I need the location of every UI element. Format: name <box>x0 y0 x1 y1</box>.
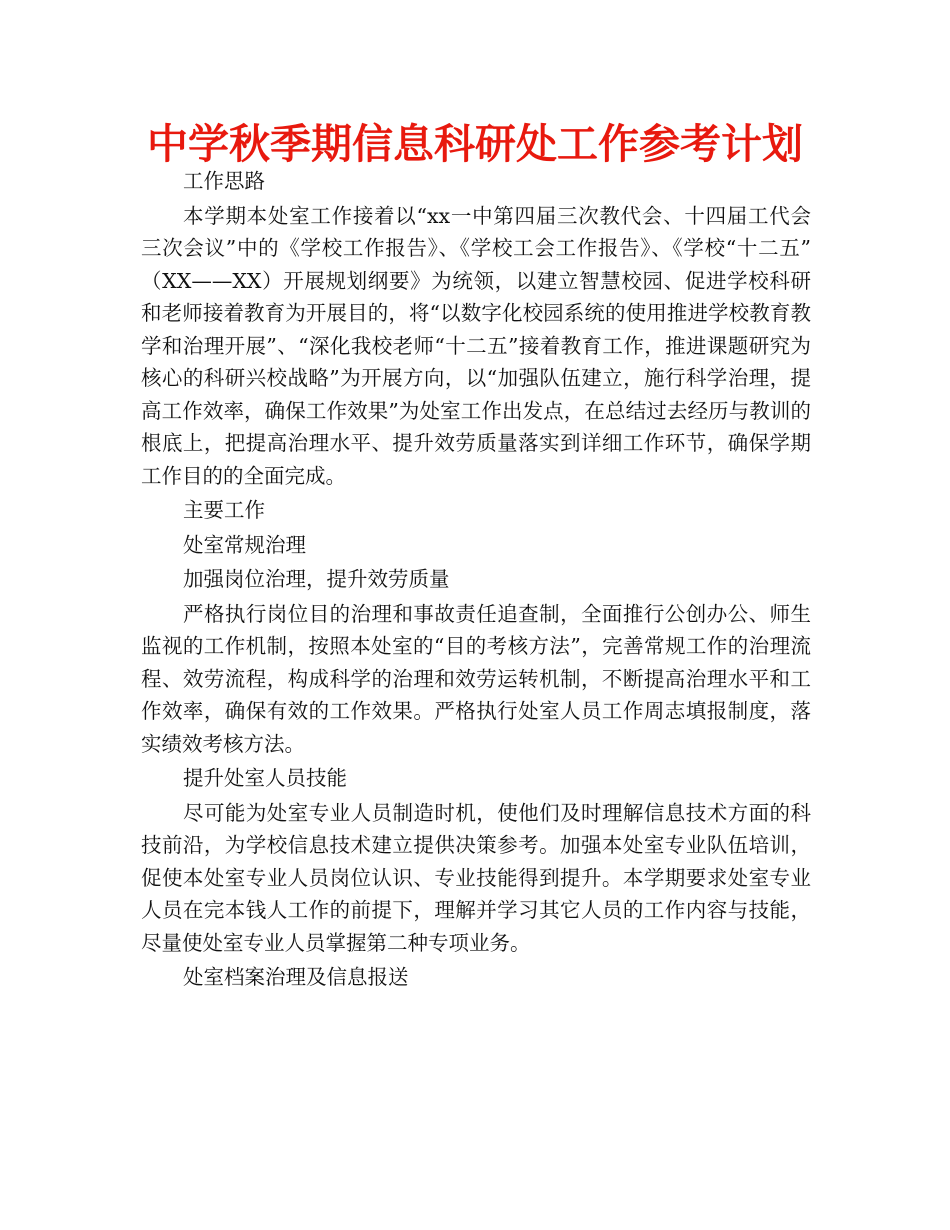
section-heading: 处室常规治理 <box>183 532 306 557</box>
section-heading: 工作思路 <box>183 169 265 193</box>
section-paragraph: 严格执行岗位目的治理和事故责任追查制，全面推行公创办公、师生监视的工作机制，按照本处室的“目的考核方法”，完善常规工作的治理流程、效劳流程，构成科学的治理和效劳运转机制，不断提高治理水平和工作效率，确保有效的工作效果。严格执行处室人员工作周志填报制度，落实绩效考核方法。 <box>141 601 811 756</box>
section-paragraph: 本学期本处室工作接着以“xx一中第四届三次教代会、十四届工代会三次会议”中的《学校工作报告》、《学校工会工作报告》、《学校“十二五” （XX——XX）开展规划纲要》为统领，以建立智慧校园、促进学校科研和老师接着教育为开展目的，将“以数字化校园系统的使用推进学校教育教学和治理开展”、“深化我校老师“十二五”接着教育工作，推进课题研究为核心的科研兴校战略”为开展方向，以“加强队伍建立，施行科学治理，提高工作效率，确保工作效果”为处室工作出发点，在总结过去经历与教训的根底上，把提高治理水平、提升效劳质量落实到详细工作环节，确保学期工作目的的全面完成。 <box>141 203 811 488</box>
document-title: 中学秋季期信息科研处工作参考计划 <box>147 120 803 168</box>
section-paragraph: 尽可能为处室专业人员制造时机，使他们及时理解信息技术方面的科技前沿，为学校信息技术建立提供决策参考。加强本处室专业队伍培训，促使本处室专业人员岗位认识、专业技能得到提升。本学期要求处室专业人员在完本钱人工作的前提下，理解并学习其它人员的工作内容与技能，尽量使处室专业人员掌握第二种专项业务。 <box>141 800 811 955</box>
document-body <box>141 165 811 996</box>
section-heading: 加强岗位治理，提升效劳质量 <box>183 567 450 591</box>
section-heading: 提升处室人员技能 <box>183 766 347 790</box>
section-heading: 处室档案治理及信息报送 <box>183 965 409 989</box>
section-heading: 主要工作 <box>183 498 265 522</box>
